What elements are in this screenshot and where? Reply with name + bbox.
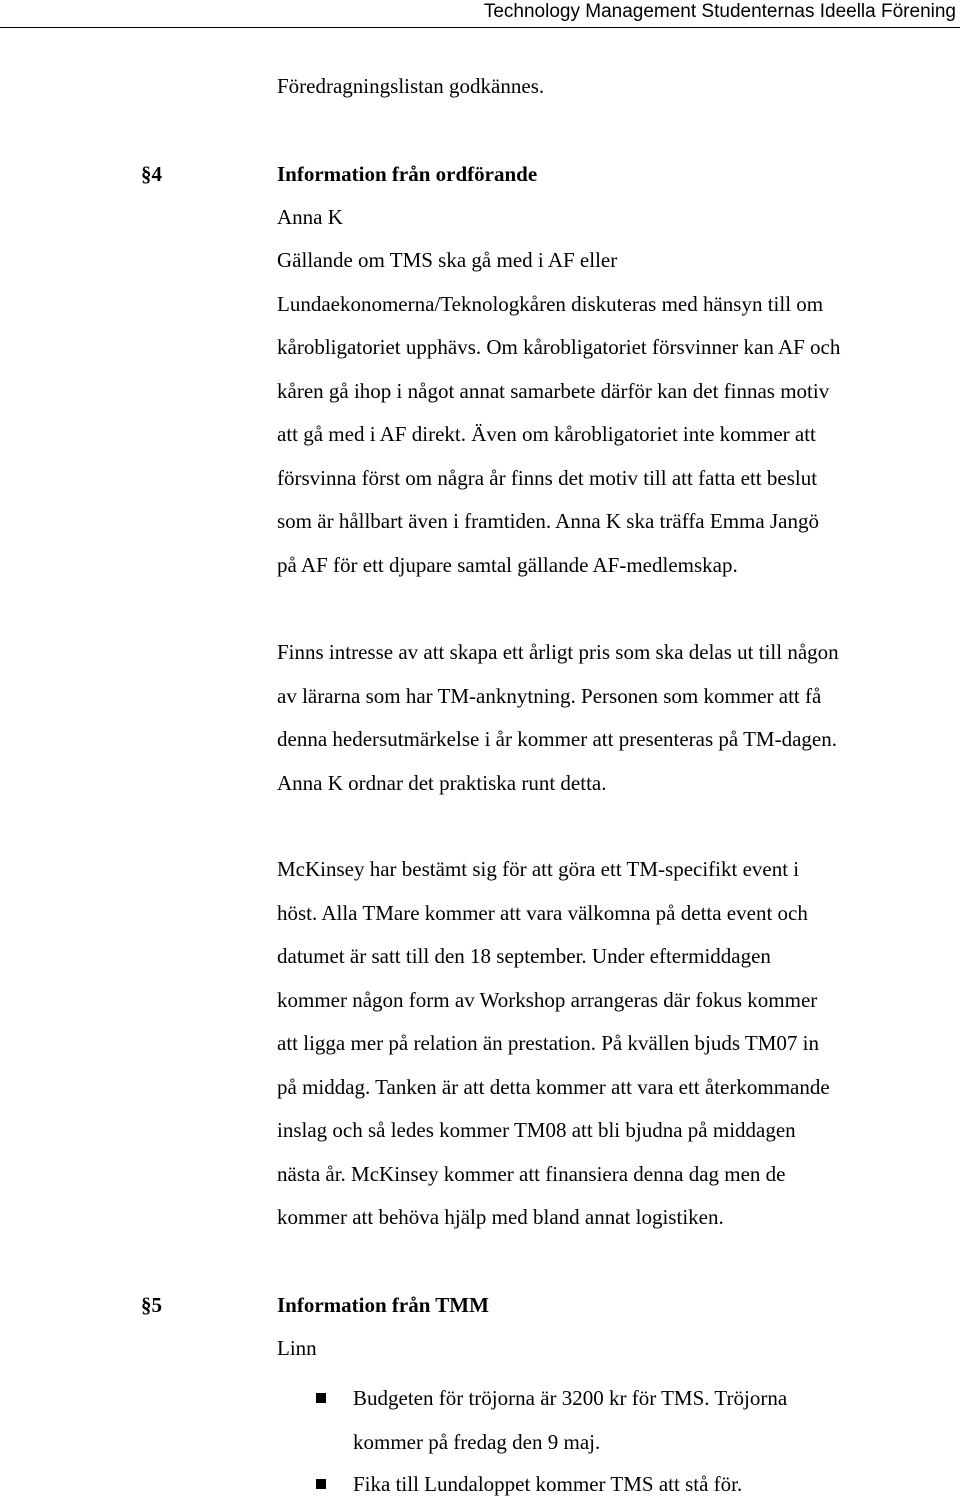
square-bullet-icon	[316, 1393, 326, 1403]
section-4-title: Information från ordförande	[277, 162, 538, 186]
section-4-paragraph-teacher-award: Finns intresse av att skapa ett årligt pris som ska delas ut till någon av lärarna som har TM-anknytning. Personen som kommer att få denna hedersutmärkelse i år kommer att presenteras på TM-dagen. Anna K ordnar det praktiska runt detta.	[277, 640, 839, 795]
section-5-number: §5	[141, 1293, 162, 1317]
section-4-number: §4	[141, 162, 162, 186]
header-divider	[0, 27, 960, 28]
square-bullet-icon	[316, 1479, 326, 1489]
section-5-title: Information från TMM	[277, 1293, 489, 1317]
header-organization-name: Technology Management Studenternas Ideella Förening	[483, 1, 956, 22]
intro-approval-text: Föredragningslistan godkännes.	[277, 74, 545, 98]
section-4-paragraph-mckinsey-event: McKinsey har bestämt sig för att göra ett TM-specifikt event i höst. Alla TMare kommer att vara välkomna på detta event och datumet är satt till den 18 september. Under eftermiddagen kommer någon form av Workshop arrangeras där fokus kommer att ligga mer på relation än prestation. På kvällen bjuds TM07 in på middag. Tanken är att detta kommer att vara ett återkommande inslag och så ledes kommer TM08 att bli bjudna på middagen nästa år. McKinsey kommer att finansiera denna dag men de kommer att behöva hjälp med bland annat logistiken.	[277, 857, 830, 1229]
section-5-presenter: Linn	[277, 1336, 317, 1360]
list-item-text: Budgeten för tröjorna är 3200 kr för TMS. Tröjorna kommer på fredag den 9 maj.	[353, 1386, 788, 1454]
list-item-text: Fika till Lundaloppet kommer TMS att stå för.	[353, 1472, 743, 1496]
section-4-presenter: Anna K	[277, 205, 343, 229]
section-4-paragraph-membership: Gällande om TMS ska gå med i AF eller Lundaekonomerna/Teknologkåren diskuteras med hänsyn till om kårobligatoriet upphävs. Om kårobligatoriet försvinner kan AF och kåren gå ihop i något annat samarbete därför kan det finnas motiv att gå med i AF direkt. Även om kårobligatoriet inte kommer att försvinna först om några år finns det motiv till att fatta ett beslut som är hållbart även i framtiden. Anna K ska träffa Emma Jangö på AF för ett djupare samtal gällande AF-medlemskap.	[277, 248, 841, 577]
page-header	[0, 0, 960, 28]
